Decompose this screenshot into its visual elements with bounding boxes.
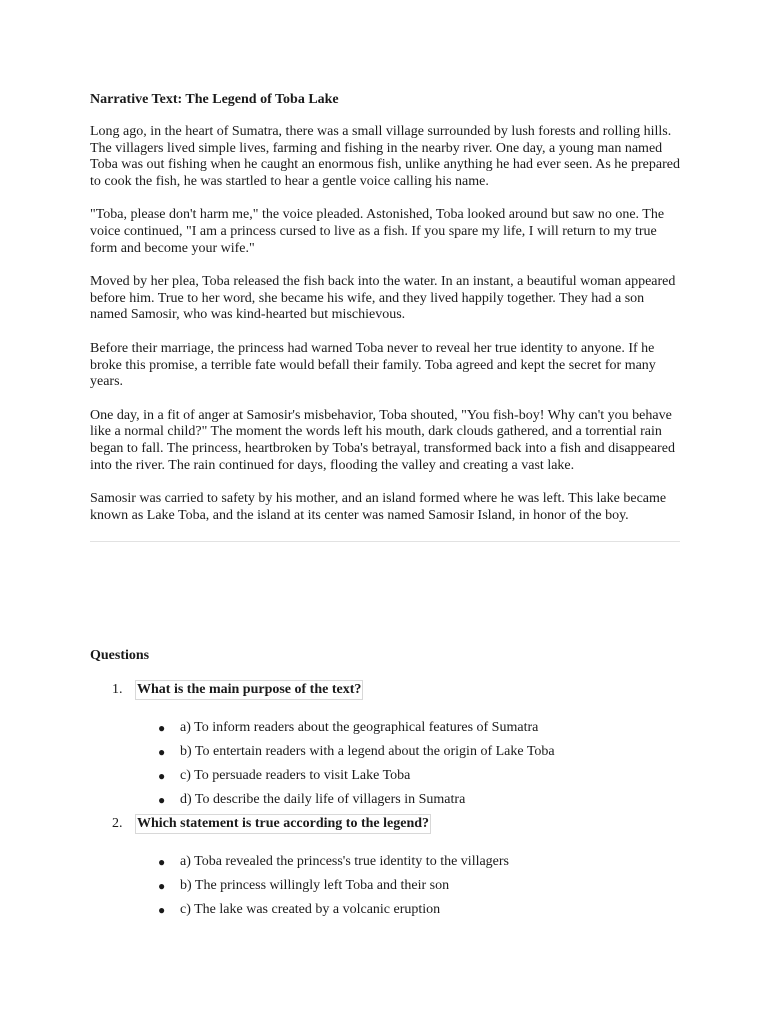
option-item (90, 874, 680, 898)
bullet-icon: ● (158, 855, 166, 869)
bullet-icon: ● (158, 769, 166, 783)
question-list (90, 680, 680, 922)
option-item (90, 716, 680, 740)
question-1 (90, 680, 680, 812)
option-text: c) To persuade readers to visit Lake Toba (180, 768, 411, 783)
document-body (90, 90, 680, 542)
paragraph-3: Moved by her plea, Toba released the fish back into the water. In an instant, a beautiful woman appeared before him. True to her word, she became his wife, and they lived happily together. They had a son named Samosir, who was kind-hearted but mischievous. (90, 274, 676, 323)
option-text: b) The princess willingly left Toba and their son (180, 878, 450, 893)
option-item (90, 740, 680, 764)
paragraph-5: One day, in a fit of anger at Samosir's misbehavior, Toba shouted, "You fish-boy! Why can't you behave like a normal child?" The moment the words left his mouth, dark clouds gathered, and a torrential rain began to fall. The princess, heartbroken by Toba's betrayal, transformed back into a fish and disappeared into the river. The rain continued for days, flooding the valley and creating a vast lake. (90, 407, 675, 473)
questions-heading: Questions (90, 648, 150, 663)
option-list (90, 716, 680, 812)
document-title: Narrative Text: The Legend of Toba Lake (90, 92, 339, 107)
bullet-icon: ● (158, 879, 166, 893)
option-item (90, 764, 680, 788)
paragraph-4: Before their marriage, the princess had warned Toba never to reveal her true identity to anyone. If he broke this promise, a terrible fate would befall their family. Toba agreed and kept the secret for many years. (90, 340, 656, 390)
question-text: What is the main purpose of the text? (135, 680, 363, 700)
paragraph-2: "Toba, please don't harm me," the voice pleaded. Astonished, Toba looked around but saw no one. The voice continued, "I am a princess cursed to live as a fish. If you spare my life, I will return to my true form and become your wife." (90, 207, 665, 256)
bullet-icon: ● (158, 721, 166, 735)
bullet-icon: ● (158, 745, 166, 759)
bullet-icon: ● (158, 793, 166, 807)
option-list (90, 850, 680, 922)
paragraph-6: Samosir was carried to safety by his mother, and an island formed where he was left. This lake became known as Lake Toba, and the island at its center was named Samosir Island, in honor of the boy. (90, 491, 667, 523)
option-text: a) Toba revealed the princess's true identity to the villagers (180, 854, 510, 869)
question-number: 1. (112, 682, 123, 697)
option-text: a) To inform readers about the geographical features of Sumatra (180, 720, 539, 735)
bullet-icon: ● (158, 903, 166, 917)
option-text: c) The lake was created by a volcanic eruption (180, 902, 441, 917)
question-2 (90, 814, 680, 922)
question-text: Which statement is true according to the legend? (135, 814, 431, 834)
paragraph-1: Long ago, in the heart of Sumatra, there was a small village surrounded by lush forests and rolling hills. The villagers lived simple lives, farming and fishing in the nearby river. One day, a young man named Toba was out fishing when he caught an enormous fish, unlike anything he had ever seen. As he prepared to cook the fish, he was startled to hear a gentle voice calling his name. (90, 124, 680, 189)
option-text: b) To entertain readers with a legend about the origin of Lake Toba (180, 744, 555, 759)
option-text: d) To describe the daily life of villagers in Sumatra (180, 792, 466, 807)
question-number: 2. (112, 816, 123, 831)
option-item (90, 850, 680, 874)
option-item (90, 898, 680, 922)
option-item (90, 788, 680, 812)
section-divider (90, 541, 680, 542)
